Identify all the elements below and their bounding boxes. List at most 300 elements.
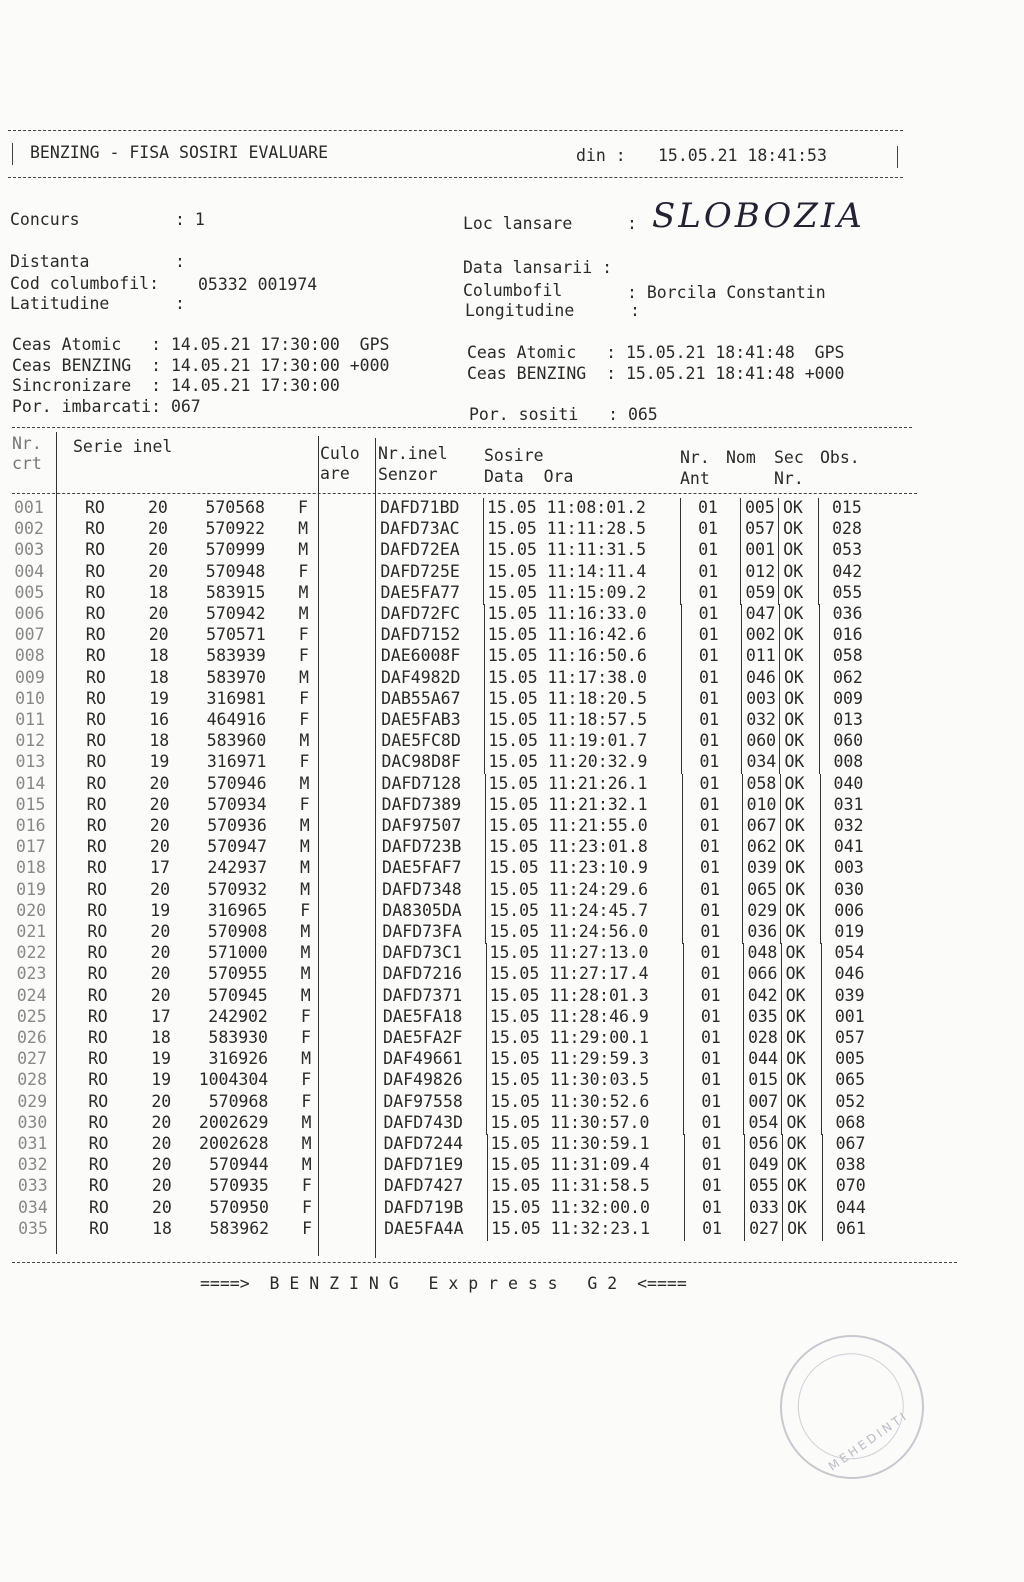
sensor-id: DAFD73AC bbox=[380, 519, 460, 539]
divider bbox=[782, 1219, 783, 1241]
divider bbox=[486, 943, 487, 965]
date-value: 15.05.21 18:41:53 bbox=[658, 146, 827, 165]
divider bbox=[780, 837, 781, 859]
divider bbox=[483, 583, 484, 605]
col-sosire: Sosire bbox=[484, 446, 544, 465]
table-row bbox=[1, 752, 1001, 773]
year: 17 bbox=[150, 1006, 171, 1026]
table-row bbox=[3, 986, 1003, 1007]
divider bbox=[484, 646, 485, 668]
sensor-id: DAFD71E9 bbox=[383, 1155, 464, 1175]
obs: 009 bbox=[833, 688, 863, 708]
sec-status: OK bbox=[785, 858, 805, 878]
divider bbox=[779, 689, 780, 711]
nr-ant: 01 bbox=[699, 837, 720, 857]
nr-ant: 01 bbox=[701, 1197, 722, 1217]
table-row bbox=[1, 668, 1001, 689]
obs: 003 bbox=[834, 858, 864, 878]
nr-ant: 01 bbox=[698, 604, 719, 623]
table-row bbox=[3, 1070, 1003, 1091]
ring-number: 316981 bbox=[206, 688, 267, 708]
year: 20 bbox=[151, 1134, 172, 1153]
sex: F bbox=[300, 1006, 311, 1026]
sex: M bbox=[299, 731, 310, 751]
sex: F bbox=[301, 1091, 312, 1111]
row-number: 016 bbox=[15, 816, 46, 835]
nom: 062 bbox=[746, 837, 777, 857]
divider bbox=[486, 1092, 487, 1114]
row-number: 018 bbox=[16, 858, 46, 878]
arrival-time: 15.05 11:18:57.5 bbox=[488, 710, 648, 729]
divider bbox=[8, 177, 903, 178]
sincronizare: Sincronizare : 14.05.21 17:30:00 bbox=[12, 376, 340, 395]
divider bbox=[12, 427, 912, 428]
col-obs: Obs. bbox=[820, 448, 860, 467]
country: RO bbox=[85, 667, 106, 687]
divider bbox=[740, 498, 741, 520]
nom: 034 bbox=[746, 752, 777, 772]
sec-status: OK bbox=[786, 1134, 807, 1153]
arrival-time: 15.05 11:32:23.1 bbox=[491, 1218, 651, 1238]
obs: 060 bbox=[833, 731, 864, 751]
divider bbox=[782, 1134, 783, 1156]
table-row bbox=[0, 540, 1000, 561]
row-number: 001 bbox=[14, 498, 44, 517]
nom: 007 bbox=[748, 1091, 779, 1111]
divider bbox=[487, 1155, 488, 1177]
divider bbox=[897, 146, 898, 168]
sex: F bbox=[298, 646, 309, 666]
sex: F bbox=[299, 710, 310, 729]
obs: 042 bbox=[832, 561, 863, 581]
nr-ant: 01 bbox=[701, 1112, 722, 1132]
year: 19 bbox=[149, 752, 170, 772]
sec-status: OK bbox=[786, 1176, 807, 1196]
sex: M bbox=[298, 667, 309, 687]
sex: M bbox=[300, 858, 310, 878]
divider bbox=[743, 1049, 744, 1071]
country: RO bbox=[85, 498, 105, 517]
concurs-value: : 1 bbox=[175, 210, 205, 229]
divider bbox=[819, 625, 820, 647]
sec-status: OK bbox=[784, 773, 805, 793]
divider bbox=[680, 562, 681, 584]
ceas-atomic-end: Ceas Atomic : 15.05.21 18:41:48 GPS bbox=[467, 343, 845, 362]
col-senzor: Senzor bbox=[378, 465, 438, 484]
arrival-time: 15.05 11:27:17.4 bbox=[489, 964, 649, 984]
sec-status: OK bbox=[786, 1155, 807, 1175]
divider bbox=[781, 1113, 782, 1135]
sec-status: OK bbox=[783, 540, 804, 560]
year: 20 bbox=[149, 773, 170, 793]
divider bbox=[780, 816, 781, 838]
arrival-time: 15.05 11:29:00.1 bbox=[490, 1028, 649, 1047]
year: 20 bbox=[148, 519, 168, 539]
obs: 001 bbox=[834, 1006, 865, 1026]
arrival-time: 15.05 11:29:59.3 bbox=[490, 1049, 650, 1069]
divider bbox=[820, 922, 821, 944]
divider bbox=[683, 986, 684, 1008]
arrival-time: 15.05 11:11:31.5 bbox=[487, 540, 647, 560]
divider bbox=[681, 604, 682, 626]
sex: F bbox=[301, 1028, 311, 1047]
sec-status: OK bbox=[786, 1197, 807, 1217]
arrival-time: 15.05 11:21:32.1 bbox=[488, 794, 648, 814]
nom: 039 bbox=[747, 858, 777, 878]
year: 20 bbox=[148, 561, 169, 581]
divider bbox=[779, 625, 780, 647]
sensor-id: DAFD73C1 bbox=[382, 943, 462, 963]
nr-ant: 01 bbox=[700, 858, 720, 878]
divider bbox=[741, 731, 742, 753]
sec-status: OK bbox=[784, 816, 805, 835]
sec-status: OK bbox=[784, 710, 805, 729]
row-number: 023 bbox=[16, 964, 47, 984]
year: 20 bbox=[149, 794, 170, 814]
ceas-benzing-start: Ceas BENZING : 14.05.21 17:30:00 +000 bbox=[12, 356, 390, 375]
divider bbox=[682, 774, 683, 796]
divider bbox=[483, 540, 484, 562]
ring-number: 2002629 bbox=[198, 1112, 269, 1132]
obs: 040 bbox=[833, 773, 864, 793]
sex: F bbox=[301, 1070, 312, 1090]
divider bbox=[683, 1007, 684, 1029]
sec-status: OK bbox=[786, 1049, 806, 1069]
sec-status: OK bbox=[786, 1028, 806, 1047]
divider bbox=[781, 986, 782, 1008]
arrival-time: 15.05 11:21:55.0 bbox=[488, 816, 648, 835]
ring-number: 1004304 bbox=[198, 1070, 269, 1090]
separator: : bbox=[627, 214, 637, 233]
divider bbox=[740, 540, 741, 562]
nr-ant: 01 bbox=[701, 1091, 722, 1111]
ring-number: 570936 bbox=[207, 816, 267, 835]
nr-ant: 01 bbox=[699, 710, 720, 729]
divider bbox=[483, 519, 484, 541]
sensor-id: DAF4982D bbox=[380, 667, 461, 687]
sec-status: OK bbox=[783, 667, 804, 687]
nom: 065 bbox=[747, 879, 777, 899]
divider bbox=[681, 646, 682, 668]
divider bbox=[486, 964, 487, 986]
row-number: 026 bbox=[17, 1028, 47, 1047]
sensor-id: DAFD719B bbox=[383, 1197, 464, 1217]
obs: 057 bbox=[835, 1028, 865, 1047]
ring-number: 316971 bbox=[206, 752, 267, 772]
divider bbox=[740, 519, 741, 541]
table-row bbox=[0, 519, 1000, 540]
year: 20 bbox=[148, 604, 169, 623]
country: RO bbox=[89, 1218, 109, 1238]
divider bbox=[741, 752, 742, 774]
divider bbox=[483, 498, 484, 520]
ring-number: 570942 bbox=[205, 604, 266, 623]
country: RO bbox=[87, 1006, 108, 1026]
country: RO bbox=[86, 710, 107, 729]
divider bbox=[681, 752, 682, 774]
nom: 029 bbox=[747, 900, 778, 920]
year: 16 bbox=[149, 710, 170, 729]
country: RO bbox=[87, 985, 108, 1005]
sec-status: OK bbox=[785, 985, 806, 1005]
nr-ant: 01 bbox=[700, 943, 721, 963]
obs: 031 bbox=[833, 794, 864, 814]
year: 18 bbox=[148, 582, 169, 602]
obs: 052 bbox=[835, 1091, 866, 1111]
divider bbox=[779, 646, 780, 668]
divider bbox=[821, 1092, 822, 1114]
sex: M bbox=[300, 964, 311, 984]
nr-ant: 01 bbox=[701, 1176, 722, 1196]
arrival-time: 15.05 11:14:11.4 bbox=[487, 561, 647, 581]
sex: M bbox=[301, 1155, 312, 1175]
arrival-time: 15.05 11:30:59.1 bbox=[490, 1134, 650, 1153]
longitudine-label: Longitudine bbox=[465, 301, 575, 320]
nr-ant: 01 bbox=[701, 1049, 721, 1069]
sec-status: OK bbox=[783, 582, 804, 602]
divider bbox=[780, 774, 781, 796]
table-row bbox=[4, 1219, 1004, 1240]
country: RO bbox=[87, 879, 108, 899]
divider bbox=[487, 1198, 488, 1220]
year: 20 bbox=[151, 1197, 172, 1217]
sensor-id: DAE5FA18 bbox=[382, 1006, 463, 1026]
nom: 060 bbox=[746, 731, 777, 751]
sec-status: OK bbox=[784, 752, 805, 772]
table-row bbox=[1, 646, 1001, 667]
sex: M bbox=[298, 604, 309, 623]
row-number: 030 bbox=[17, 1112, 48, 1132]
nom: 003 bbox=[746, 688, 776, 708]
sex: M bbox=[298, 519, 309, 539]
divider bbox=[682, 837, 683, 859]
table-row bbox=[2, 837, 1002, 858]
divider bbox=[681, 668, 682, 690]
divider bbox=[780, 880, 781, 902]
divider bbox=[484, 689, 485, 711]
ring-number: 570946 bbox=[206, 773, 267, 793]
nr-ant: 01 bbox=[701, 1155, 722, 1175]
divider bbox=[818, 562, 819, 584]
arrival-time: 15.05 11:16:50.6 bbox=[487, 646, 647, 666]
year: 20 bbox=[148, 625, 169, 645]
sex: F bbox=[298, 561, 309, 581]
divider bbox=[683, 964, 684, 986]
nom: 054 bbox=[748, 1112, 779, 1132]
divider bbox=[820, 858, 821, 880]
country: RO bbox=[87, 858, 107, 878]
divider bbox=[821, 1049, 822, 1071]
nr-ant: 01 bbox=[698, 667, 719, 687]
country: RO bbox=[87, 900, 108, 920]
year: 20 bbox=[151, 1112, 172, 1132]
divider bbox=[740, 562, 741, 584]
nom: 010 bbox=[746, 794, 777, 814]
col-data-ora: Data Ora bbox=[484, 467, 574, 486]
sec-status: OK bbox=[785, 943, 806, 963]
divider bbox=[821, 1070, 822, 1092]
sec-status: OK bbox=[785, 922, 806, 941]
obs: 041 bbox=[833, 837, 864, 857]
divider bbox=[744, 1134, 745, 1156]
year: 20 bbox=[150, 922, 171, 941]
sex: F bbox=[302, 1218, 313, 1238]
table-row bbox=[4, 1134, 1004, 1155]
divider bbox=[485, 816, 486, 838]
divider bbox=[484, 710, 485, 732]
country: RO bbox=[85, 582, 106, 602]
table-row bbox=[0, 562, 1000, 583]
sec-status: OK bbox=[785, 964, 806, 984]
arrival-time: 15.05 11:31:58.5 bbox=[490, 1176, 650, 1196]
divider bbox=[743, 1070, 744, 1092]
arrival-time: 15.05 11:28:46.9 bbox=[489, 1006, 649, 1026]
nr-ant: 01 bbox=[698, 561, 719, 581]
country: RO bbox=[85, 604, 106, 623]
divider bbox=[486, 1049, 487, 1071]
table-row bbox=[3, 943, 1003, 964]
divider bbox=[741, 625, 742, 647]
nr-ant: 01 bbox=[699, 731, 720, 751]
sensor-id: DAFD72FC bbox=[380, 604, 461, 623]
divider bbox=[684, 1219, 685, 1241]
col-nom: Nom bbox=[726, 448, 756, 467]
nom: 067 bbox=[746, 816, 777, 835]
row-number: 015 bbox=[15, 794, 46, 814]
col-sec: Sec bbox=[774, 448, 804, 467]
nr-ant: 01 bbox=[700, 900, 721, 920]
divider bbox=[682, 922, 683, 944]
col-culoare-2: are bbox=[320, 464, 350, 483]
row-number: 028 bbox=[17, 1070, 48, 1090]
nr-ant: 01 bbox=[701, 1028, 721, 1047]
divider bbox=[780, 795, 781, 817]
table-row bbox=[2, 774, 1002, 795]
divider bbox=[779, 752, 780, 774]
nom: 057 bbox=[745, 519, 775, 539]
ring-number: 570945 bbox=[208, 985, 268, 1005]
arrival-time: 15.05 11:23:10.9 bbox=[489, 858, 648, 878]
year: 20 bbox=[150, 964, 171, 984]
divider bbox=[778, 498, 779, 520]
sensor-id: DAE5FA4A bbox=[384, 1218, 464, 1238]
nom: 035 bbox=[747, 1006, 778, 1026]
row-number: 006 bbox=[14, 604, 45, 623]
divider bbox=[487, 1176, 488, 1198]
nr-ant: 01 bbox=[701, 1070, 722, 1090]
row-number: 021 bbox=[16, 922, 47, 941]
year: 19 bbox=[149, 688, 169, 708]
divider bbox=[487, 1219, 488, 1241]
ceas-atomic-start: Ceas Atomic : 14.05.21 17:30:00 GPS bbox=[12, 335, 390, 354]
arrival-time: 15.05 11:30:57.0 bbox=[490, 1112, 650, 1132]
sec-status: OK bbox=[785, 900, 806, 920]
divider bbox=[819, 646, 820, 668]
obs: 030 bbox=[834, 879, 864, 899]
divider bbox=[743, 964, 744, 986]
ring-number: 570968 bbox=[208, 1091, 269, 1111]
divider bbox=[486, 1113, 487, 1135]
divider bbox=[743, 1113, 744, 1135]
table-row bbox=[1, 604, 1001, 625]
divider bbox=[741, 689, 742, 711]
sec-status: OK bbox=[783, 646, 804, 666]
divider bbox=[682, 795, 683, 817]
divider bbox=[741, 604, 742, 626]
nom: 028 bbox=[748, 1028, 778, 1047]
arrival-time: 15.05 11:23:01.8 bbox=[488, 837, 648, 857]
divider bbox=[682, 880, 683, 902]
ring-number: 464916 bbox=[206, 710, 267, 729]
nr-ant: 01 bbox=[699, 816, 720, 835]
year: 19 bbox=[150, 900, 171, 920]
divider bbox=[680, 498, 681, 520]
sex: F bbox=[299, 688, 310, 708]
divider bbox=[486, 1028, 487, 1050]
divider bbox=[681, 689, 682, 711]
nr-ant: 01 bbox=[701, 1134, 722, 1153]
divider bbox=[681, 731, 682, 753]
nom: 056 bbox=[748, 1134, 779, 1153]
divider bbox=[12, 143, 13, 165]
divider bbox=[484, 752, 485, 774]
country: RO bbox=[88, 1112, 109, 1132]
divider bbox=[744, 1198, 745, 1220]
nr-ant: 01 bbox=[700, 1006, 721, 1026]
porumbei-imbarcati: Por. imbarcati: 067 bbox=[12, 397, 201, 416]
divider bbox=[781, 1049, 782, 1071]
country: RO bbox=[85, 646, 106, 666]
sensor-id: DAE5FC8D bbox=[381, 731, 461, 751]
year: 18 bbox=[149, 731, 170, 751]
document-title: BENZING - FISA SOSIRI EVALUARE bbox=[30, 143, 329, 162]
country: RO bbox=[86, 688, 106, 708]
divider bbox=[682, 816, 683, 838]
divider bbox=[680, 540, 681, 562]
obs: 016 bbox=[832, 625, 863, 645]
divider bbox=[680, 519, 681, 541]
nom: 044 bbox=[748, 1049, 778, 1069]
divider bbox=[684, 1134, 685, 1156]
data-lansarii-label: Data lansarii : bbox=[463, 258, 613, 277]
footer-text: ====> B E N Z I N G E x p r e s s G 2 <==== bbox=[200, 1274, 687, 1293]
sex: F bbox=[301, 1197, 312, 1217]
divider bbox=[821, 1007, 822, 1029]
obs: 038 bbox=[835, 1155, 866, 1175]
ring-number: 583930 bbox=[208, 1028, 268, 1047]
divider bbox=[821, 986, 822, 1008]
divider bbox=[742, 837, 743, 859]
separator: : bbox=[175, 252, 185, 271]
divider bbox=[782, 1198, 783, 1220]
row-number: 034 bbox=[17, 1197, 48, 1217]
divider bbox=[779, 710, 780, 732]
row-number: 032 bbox=[17, 1155, 48, 1175]
obs: 067 bbox=[835, 1134, 866, 1153]
row-number: 031 bbox=[17, 1134, 48, 1153]
country: RO bbox=[88, 1155, 109, 1175]
row-number: 008 bbox=[14, 646, 45, 666]
country: RO bbox=[88, 1134, 109, 1153]
row-number: 035 bbox=[18, 1218, 48, 1238]
nr-ant: 01 bbox=[698, 498, 718, 517]
table-row bbox=[3, 1113, 1003, 1134]
country: RO bbox=[86, 773, 107, 793]
table-row bbox=[3, 1092, 1003, 1113]
divider bbox=[818, 498, 819, 520]
nom: 002 bbox=[745, 625, 776, 645]
col-nr-ant: Nr. bbox=[680, 448, 710, 467]
